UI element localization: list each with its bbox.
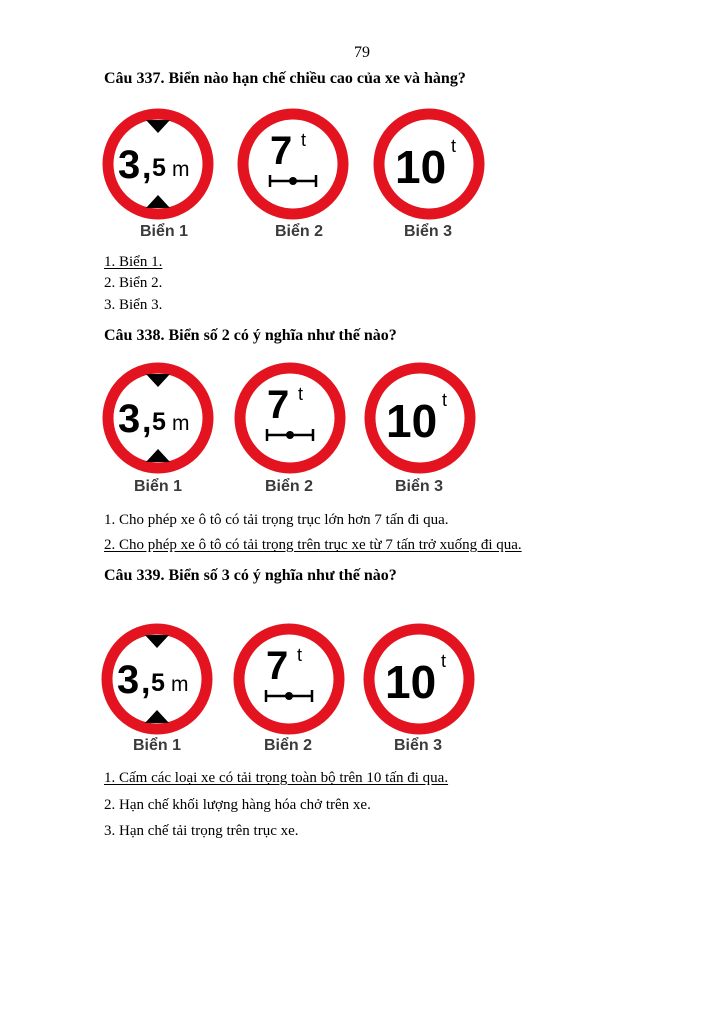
svg-text:7: 7: [266, 644, 289, 688]
sign-height-limit: [101, 623, 213, 735]
sign-label: Biển 3: [403, 223, 452, 240]
svg-text:t: t: [451, 136, 457, 156]
svg-text:7: 7: [270, 129, 293, 173]
svg-text:10: 10: [385, 656, 437, 708]
sign-total-weight: [373, 108, 485, 220]
svg-text:t: t: [298, 384, 304, 404]
svg-text:m: m: [171, 673, 189, 696]
svg-text:10: 10: [395, 141, 447, 193]
answer-option: 2. Biển 2.: [104, 275, 163, 291]
svg-text:5: 5: [152, 154, 166, 182]
sign-height-limit: [102, 362, 214, 474]
svg-text:,: ,: [141, 663, 151, 701]
sign-label: Biển 3: [394, 478, 443, 495]
sign-label: Biển 1: [139, 223, 188, 240]
svg-text:t: t: [442, 390, 448, 410]
svg-text:,: ,: [142, 402, 152, 440]
sign-label: Biển 1: [132, 737, 181, 754]
svg-text:t: t: [297, 645, 303, 665]
sign-label: Biển 2: [264, 478, 313, 495]
svg-text:3: 3: [118, 143, 141, 187]
answer-option: 3. Biển 3.: [104, 297, 163, 313]
answer-option: 1. Cấm các loại xe có tải trọng toàn bộ trên 10 tấn đi qua.: [104, 770, 449, 786]
question-337-title: Câu 337. Biển nào hạn chế chiều cao của xe và hàng?: [104, 70, 466, 87]
sign-total-weight: [364, 362, 476, 474]
sign-axle-load: [234, 362, 346, 474]
question-338-title: Câu 338. Biển số 2 có ý nghĩa như thế nào?: [104, 327, 397, 344]
svg-text:m: m: [172, 158, 190, 181]
svg-text:t: t: [441, 651, 447, 671]
sign-height-limit: [102, 108, 214, 220]
svg-text:7: 7: [267, 383, 290, 427]
svg-text:m: m: [172, 412, 190, 435]
svg-text:,: ,: [142, 148, 152, 186]
svg-text:5: 5: [152, 408, 166, 436]
sign-axle-load: [237, 108, 349, 220]
sign-label: Biển 3: [393, 737, 442, 754]
answer-option: 2. Cho phép xe ô tô có tải trọng trên trục xe từ 7 tấn trở xuống đi qua.: [104, 537, 522, 553]
svg-text:5: 5: [151, 669, 165, 697]
svg-text:3: 3: [118, 397, 141, 441]
answer-option: 3. Hạn chế tải trọng trên trục xe.: [104, 823, 299, 839]
sign-axle-load: [233, 623, 345, 735]
svg-text:3: 3: [117, 658, 140, 702]
sign-label: Biển 2: [263, 737, 312, 754]
sign-total-weight: [363, 623, 475, 735]
svg-text:10: 10: [386, 395, 438, 447]
answer-option: 2. Hạn chế khối lượng hàng hóa chở trên xe.: [104, 797, 371, 813]
sign-label: Biển 1: [133, 478, 182, 495]
svg-text:t: t: [301, 130, 307, 150]
sign-label: Biển 2: [274, 223, 323, 240]
answer-option: 1. Biển 1.: [104, 254, 163, 270]
page-number: 79: [354, 44, 370, 61]
answer-option: 1. Cho phép xe ô tô có tải trọng trục lớn hơn 7 tấn đi qua.: [104, 512, 449, 528]
question-339-title: Câu 339. Biển số 3 có ý nghĩa như thế nào?: [104, 567, 397, 584]
